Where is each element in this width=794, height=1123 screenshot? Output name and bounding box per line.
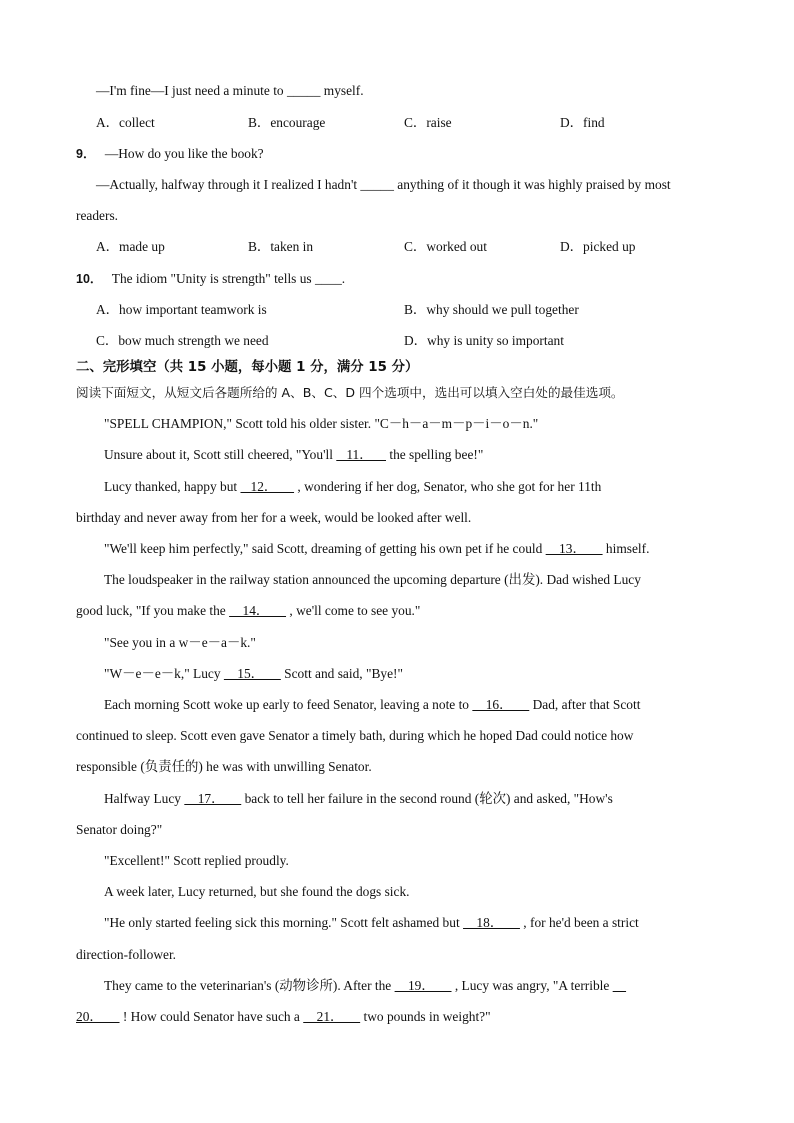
section-title: 二、完形填空（共 15 小题，每小题 1 分，满分 15 分） xyxy=(76,360,419,375)
passage-text: "We'll keep him perfectly," said Scott, dreaming of getting his own pet if he could xyxy=(104,541,546,556)
passage-line xyxy=(0,665,794,683)
blank-17: 17． xyxy=(184,791,242,806)
blank-21: 21． xyxy=(303,1009,361,1024)
passage-line xyxy=(0,446,794,464)
blank-20: 20． xyxy=(76,1009,120,1024)
passage-text: himself. xyxy=(602,541,650,556)
q10-number: 10． xyxy=(76,272,103,286)
passage-text: back to tell her failure in the second round (轮次) and asked, "How's xyxy=(241,791,613,806)
passage-line xyxy=(0,977,794,995)
q8-dialog-line: —I'm fine—I just need a minute to _____ myself. xyxy=(96,83,364,98)
q10-option-d: D．why is unity so important xyxy=(404,333,564,348)
passage-line: responsible (负责任的) he was with unwilling Senator. xyxy=(76,759,372,774)
passage-text: They came to the veterinarian's (动物诊所). After the xyxy=(104,978,395,993)
passage-line: "SPELL CHAMPION," Scott told his older sister. "C－h－a－m－p－i－o－n." xyxy=(104,416,539,431)
q9-question xyxy=(0,145,794,163)
passage-text: Lucy thanked, happy but xyxy=(104,479,241,494)
passage-text: ! How could Senator have such a xyxy=(119,1009,304,1024)
q8-option-b: B．encourage xyxy=(248,115,326,130)
passage-line xyxy=(0,696,794,714)
passage-text: Dad, after that Scott xyxy=(529,697,641,712)
q10-question xyxy=(0,270,794,288)
passage-text: , for he'd been a strict xyxy=(519,915,639,930)
blank-18: 18． xyxy=(463,915,520,930)
q9-option-b: B．taken in xyxy=(248,239,314,254)
q9-number: 9． xyxy=(76,147,96,161)
q9-dialog-line-2: readers. xyxy=(76,208,119,223)
passage-line xyxy=(0,478,794,496)
passage-text: "He only started feeling sick this morning." Scott felt ashamed but xyxy=(104,915,464,930)
passage-line: "Excellent!" Scott replied proudly. xyxy=(104,853,289,868)
blank-15: 15． xyxy=(223,666,281,681)
passage-text: Unsure about it, Scott still cheered, "You'll xyxy=(104,447,337,462)
q8-option-a: A．collect xyxy=(96,115,155,130)
blank-20-lead xyxy=(613,977,626,995)
q9-option-c: C．worked out xyxy=(404,239,487,254)
passage-line: birthday and never away from her for a week, would be looked after well. xyxy=(76,510,472,525)
q9-option-a: A．made up xyxy=(96,239,165,254)
passage-line: The loudspeaker in the railway station announced the upcoming departure (出发). Dad wished Lucy xyxy=(104,572,641,587)
passage-line xyxy=(0,602,794,620)
passage-line xyxy=(0,914,794,932)
passage-line: Senator doing?" xyxy=(76,822,163,837)
q10-question-text: The idiom "Unity is strength" tells us ____. xyxy=(111,271,346,286)
passage-text: , Lucy was angry, "A terrible xyxy=(451,978,613,993)
q9-dialog-line-1: —Actually, halfway through it I realized I hadn't _____ anything of it though it was highly praised by most xyxy=(96,177,671,192)
passage-text: good luck, "If you make the xyxy=(76,603,230,618)
blank-14: 14． xyxy=(229,603,287,618)
q10-option-a: A．how important teamwork is xyxy=(96,302,267,317)
passage-text: , wondering if her dog, Senator, who she got for her 11th xyxy=(294,479,602,494)
blank-11: 11． xyxy=(336,447,386,462)
passage-text: the spelling bee!" xyxy=(386,447,484,462)
passage-text: Scott and said, "Bye!" xyxy=(280,666,403,681)
q9-question-text: —How do you like the book? xyxy=(104,146,264,161)
passage-line: continued to sleep. Scott even gave Senator a timely bath, during which he hoped Dad could notice how xyxy=(76,728,634,743)
section-instruction: 阅读下面短文，从短文后各题所给的 A、B、C、D 四个选项中，选出可以填入空白处的最佳选项。 xyxy=(76,385,624,400)
q10-option-c: C．bow much strength we need xyxy=(96,333,269,348)
passage-text: two pounds in weight?" xyxy=(360,1009,491,1024)
blank-16: 16． xyxy=(472,697,530,712)
q9-option-d: D．picked up xyxy=(560,239,636,254)
passage-text: , we'll come to see you." xyxy=(286,603,421,618)
passage-text: Halfway Lucy xyxy=(104,791,185,806)
passage-line: "See you in a w－e－a－k." xyxy=(104,635,256,650)
passage-line: A week later, Lucy returned, but she found the dogs sick. xyxy=(104,884,410,899)
blank-19: 19． xyxy=(394,978,452,993)
blank-13: 13． xyxy=(545,541,603,556)
q10-option-b: B．why should we pull together xyxy=(404,302,579,317)
passage-text: Each morning Scott woke up early to feed Senator, leaving a note to xyxy=(104,697,473,712)
passage-line: direction-follower. xyxy=(76,947,177,962)
blank-12: 12． xyxy=(240,479,295,494)
q8-option-c: C．raise xyxy=(404,115,452,130)
q8-option-d: D．find xyxy=(560,115,605,130)
passage-line xyxy=(0,1008,794,1026)
passage-line xyxy=(0,540,794,558)
passage-line xyxy=(0,790,794,808)
passage-text: "W－e－e－k," Lucy xyxy=(104,666,224,681)
